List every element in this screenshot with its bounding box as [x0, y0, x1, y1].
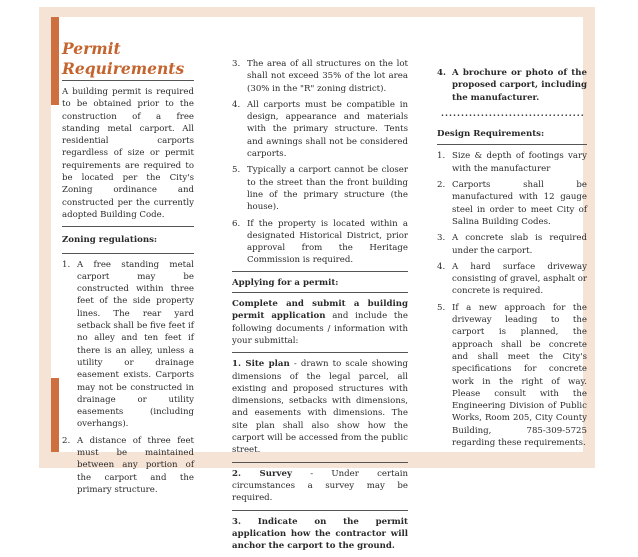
list-item: [232, 99, 408, 160]
item-number: 6.: [232, 218, 241, 229]
item-text: A hard surface driveway consisting of gravel, asphalt or concrete is required.: [452, 261, 587, 297]
page-border-left: [39, 17, 51, 452]
list-item: [232, 58, 408, 95]
column-3: [437, 67, 587, 453]
item-text: All carports must be compatible in design, appearance and materials with the primary structure. Tents and awnings shall not be considered carports.: [247, 99, 408, 160]
item-number: 3.: [232, 59, 241, 69]
zoning-heading: Zoning regulations:: [62, 235, 158, 246]
list-item: [62, 259, 194, 431]
list-item: [62, 435, 194, 496]
zoning-list-continued: [232, 58, 408, 267]
title-line-2: Requirements: [62, 59, 185, 78]
list-item: [437, 302, 587, 450]
page-border-top: [39, 7, 595, 17]
apply-rest-text: and include the following documents / information with your submittal:: [232, 311, 408, 346]
zoning-divider: [62, 253, 194, 254]
item-number: 4.: [232, 99, 241, 110]
item-number: 1.: [437, 151, 446, 162]
item-number: 2.: [437, 180, 446, 191]
design-divider: [437, 144, 587, 145]
design-heading: Design Requirements:: [437, 129, 545, 140]
title-line-1: Permit: [62, 39, 121, 58]
item-text: A concrete slab is required under the carport.: [452, 233, 587, 256]
list-item: [437, 179, 587, 228]
list-item: [437, 232, 587, 257]
item-text: A brochure or photo of the proposed carport, including the manufacturer.: [452, 68, 587, 103]
page-title: [62, 39, 194, 79]
item-text: If the property is located within a designated Historical District, prior approval from the Heritage Commission is required.: [247, 218, 408, 266]
apply-top-divider: [232, 271, 408, 272]
brochure-list: [437, 67, 587, 104]
apply-paragraph: [232, 298, 408, 347]
site-plan-label: 1. Site plan: [232, 359, 290, 370]
item-number: 2.: [62, 435, 71, 446]
intro-paragraph: A building permit is required to be obtained prior to the construction of a free standing metal carport. All residential carports regardless of size or permit requirements are required to be located per the City's Zoning ordinance and constructed per the currently adopted Building Code.: [62, 87, 194, 220]
item-text: The area of all structures on the lot shall not exceed 35% of the lot area (30% in the "R" zoning district).: [247, 59, 408, 94]
accent-bar-top: [51, 17, 59, 105]
apply-heading: Applying for a permit:: [232, 277, 339, 288]
zoning-list: [62, 259, 194, 497]
survey-label: 2. Survey: [232, 468, 292, 479]
survey-text: - Under certain circumstances a survey may be required.: [232, 468, 408, 504]
item-text: Typically a carport cannot be closer to the street than the front building line of the primary structure (the house).: [247, 165, 408, 213]
dotted-separator: ....................................: [441, 108, 585, 119]
apply-heading-divider: [232, 292, 408, 293]
list-item: [437, 67, 587, 104]
item-number: 5.: [232, 165, 241, 176]
accent-bar-bottom: [51, 378, 59, 452]
site-plan-text: - drawn to scale showing dimensions of the legal parcel, all existing and proposed structures with dimensions, setbacks with dimensions, and easements with dimensions. The site plan shall also show how the carport will be accessed from the public street.: [232, 359, 408, 456]
item-text: If a new approach for the driveway leading to the carport is planned, the approach shall be concrete and shall meet the City's specifications for concrete work in the right of way. Please consult with the Engineering Division of Public Works, Room 205, City County Building, 785-309-5725 regarding these requirements.: [452, 302, 587, 449]
list-item: [437, 261, 587, 298]
indicate-paragraph: 3. Indicate on the permit application how the contractor will anchor the carport to the ground.: [232, 516, 408, 552]
list-item: [232, 218, 408, 267]
item-text: A free standing metal carport may be constructed within three feet of the side property lines. The rear yard setback shall be five feet if no alley and ten feet if there is an alley, unless a utility or drainage easement exists. Carports may not be constructed in drainage or utility easements (including overhangs).: [77, 259, 194, 430]
survey-divider: [232, 510, 408, 511]
item-number: 3.: [437, 233, 446, 244]
list-item: [437, 150, 587, 175]
item-number: 4.: [437, 68, 446, 78]
site-plan-divider: [232, 462, 408, 463]
item-number: 5.: [437, 302, 446, 313]
apply-bold-text: Complete and submit a building permit application: [232, 299, 408, 322]
item-text: Carports shall be manufactured with 12 gauge steel in order to meet City of Salina Building Codes.: [452, 180, 587, 227]
item-text: Size & depth of footings vary with the manufacturer: [452, 151, 587, 174]
column-1: [62, 39, 194, 500]
item-number: 4.: [437, 261, 446, 272]
column-2: [232, 58, 408, 557]
section-divider: [62, 226, 194, 227]
list-item: [232, 164, 408, 213]
title-divider: [62, 80, 194, 81]
survey-paragraph: [232, 468, 408, 505]
item-number: 1.: [62, 259, 71, 270]
item-text: A distance of three feet must be maintained between any portion of the carport and the primary structure.: [77, 435, 194, 495]
site-plan-paragraph: [232, 358, 408, 456]
apply-divider: [232, 352, 408, 353]
design-list: [437, 150, 587, 449]
